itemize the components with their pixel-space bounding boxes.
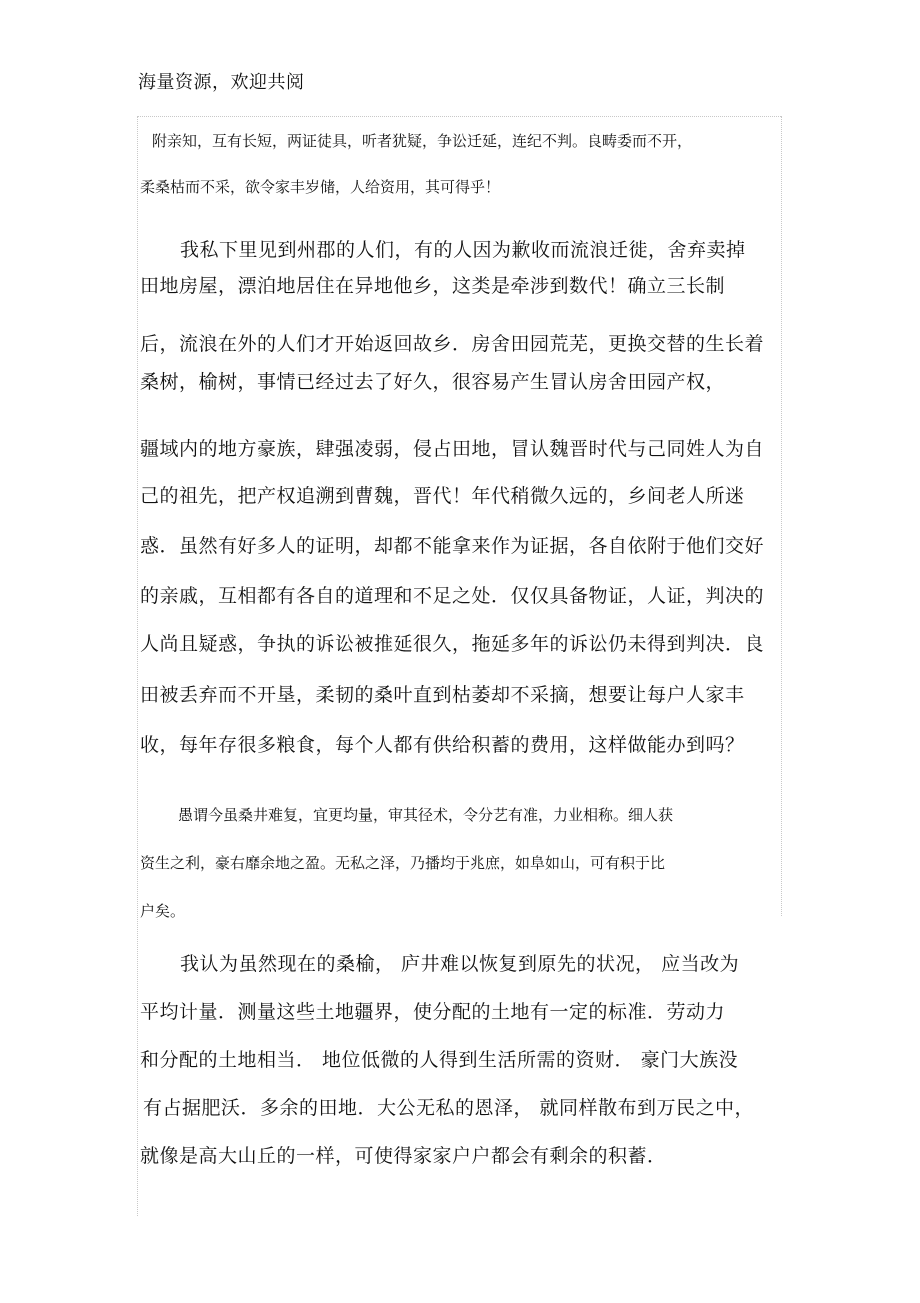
text-line: 疆域内的地方豪族，肆强凌弱，侵占田地，冒认魏晋时代与己同姓人为自 (140, 438, 765, 460)
text-line: 己的祖先，把产权追溯到曹魏，晋代！年代稍微久远的，乡间老人所迷 (140, 485, 745, 507)
text-line: 收，每年存很多粮食，每个人都有供给积蓄的费用，这样做能办到吗？ (140, 734, 745, 756)
text-line: 资生之利，豪右靡余地之盈。无私之泽，乃播均于兆庶，如阜如山，可有积于比 (140, 854, 666, 872)
page-header: 海量资源，欢迎共阅 (138, 72, 305, 93)
text-line: 田地房屋，漂泊地居住在异地他乡，这类是牵涉到数代！确立三长制 (140, 275, 726, 297)
text-line: 有占据肥沃．多余的田地．大公无私的恩泽， 就同样散布到万民之中， (143, 1097, 755, 1119)
text-line: 后，流浪在外的人们才开始返回故乡．房舍田园荒芜，更换交替的生长着 (140, 333, 765, 355)
text-line: 愚谓今虽桑井难复，宜更均量，审其径术，令分艺有准，力业相称。细人获 (178, 806, 674, 824)
text-line: 柔桑枯而不采，欲令家丰岁储，人给资用，其可得乎！ (140, 178, 501, 196)
frame-left-border (137, 116, 138, 1216)
text-line: 就像是高大山丘的一样，可使得家家户户都会有剩余的积蓄． (140, 1145, 667, 1167)
text-line: 附亲知，互有长短，两证徒具，听者犹疑，争讼迁延，连纪不判。良畴委而不开， (152, 132, 693, 150)
text-line: 桑树，榆树，事情已经过去了好久，很容易产生冒认房舍田园产权， (140, 371, 726, 393)
text-line: 和分配的土地相当． 地位低微的人得到生活所需的资财． 豪门大族没 (140, 1049, 739, 1071)
frame-right-border (781, 116, 782, 916)
text-line: 惑．虽然有好多人的证明，却都不能拿来作为证据，各自依附于他们交好 (140, 535, 765, 557)
text-line: 田被丢弃而不开垦，柔韧的桑叶直到枯萎却不采摘，想要让每户人家丰 (140, 684, 745, 706)
text-line: 户矣。 (140, 902, 186, 920)
text-line: 我认为虽然现在的桑榆， 庐井难以恢复到原先的状况， 应当改为 (180, 953, 740, 975)
text-line: 人尚且疑惑，争执的诉讼被推延很久，拖延多年的诉讼仍未得到判决．良 (140, 633, 765, 655)
text-line: 平均计量．测量这些土地疆界，使分配的土地有一定的标准．劳动力 (140, 1001, 726, 1023)
text-line: 我私下里见到州郡的人们，有的人因为歉收而流浪迁徙，舍弃卖掉 (180, 239, 746, 261)
frame-top-border (137, 116, 781, 117)
text-line: 的亲戚，互相都有各自的道理和不足之处．仅仅具备物证，人证，判决的 (140, 585, 765, 607)
